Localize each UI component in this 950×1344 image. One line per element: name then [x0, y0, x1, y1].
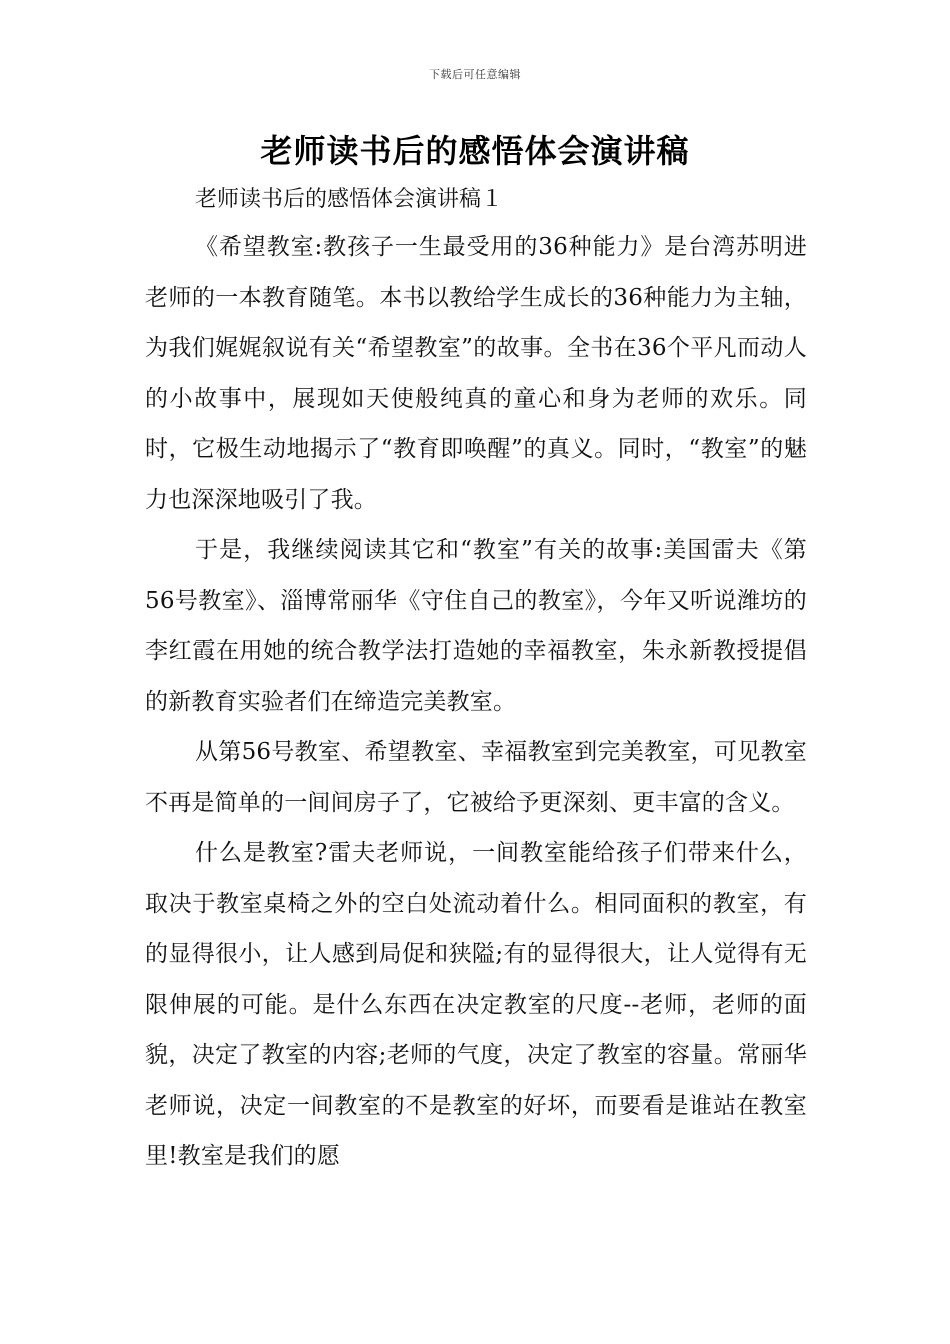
paragraph-4: 什么是教室?雷夫老师说，一间教室能给孩子们带来什么，取决于教室桌椅之外的空白处流动着什么。相同面积的教室，有的显得很小，让人感到局促和狭隘;有的显得很大，让人觉得有无限伸展的可能。是什么东西在决定教室的尺度--老师，老师的面貌，决定了教室的内容;老师的气度，决定了教室的容量。常丽华老师说，决定一间教室的不是教室的好坏，而要看是谁站在教室里!教室是我们的愿 [145, 840, 807, 1169]
header-note: 下载后可任意编辑 [429, 68, 521, 81]
document-title: 老师读书后的感悟体会演讲稿 [260, 132, 690, 170]
paragraph-2: 于是，我继续阅读其它和“教室”有关的故事:美国雷夫《第56号教室》、淄博常丽华《守住自己的教室》，今年又听说潍坊的李红霞在用她的统合教学法打造她的幸福教室，朱永新教授提倡的新教育实验者们在缔造完美教室。 [145, 537, 807, 715]
paragraph-1: 《希望教室:教孩子一生最受用的36种能力》是台湾苏明进老师的一本教育随笔。本书以教给学生成长的36种能力为主轴，为我们娓娓叙说有关“希望教室”的故事。全书在36个平凡而动人的小故事中，展现如天使般纯真的童心和身为老师的欢乐。同时，它极生动地揭示了“教育即唤醒”的真义。同时，“教室”的魅力也深深地吸引了我。 [145, 234, 807, 513]
document-subtitle: 老师读书后的感悟体会演讲稿１ [195, 187, 504, 212]
document-body [145, 178, 807, 1182]
paragraph-3: 从第56号教室、希望教室、幸福教室到完美教室，可见教室不再是简单的一间间房子了，它被给予更深刻、更丰富的含义。 [145, 739, 807, 816]
